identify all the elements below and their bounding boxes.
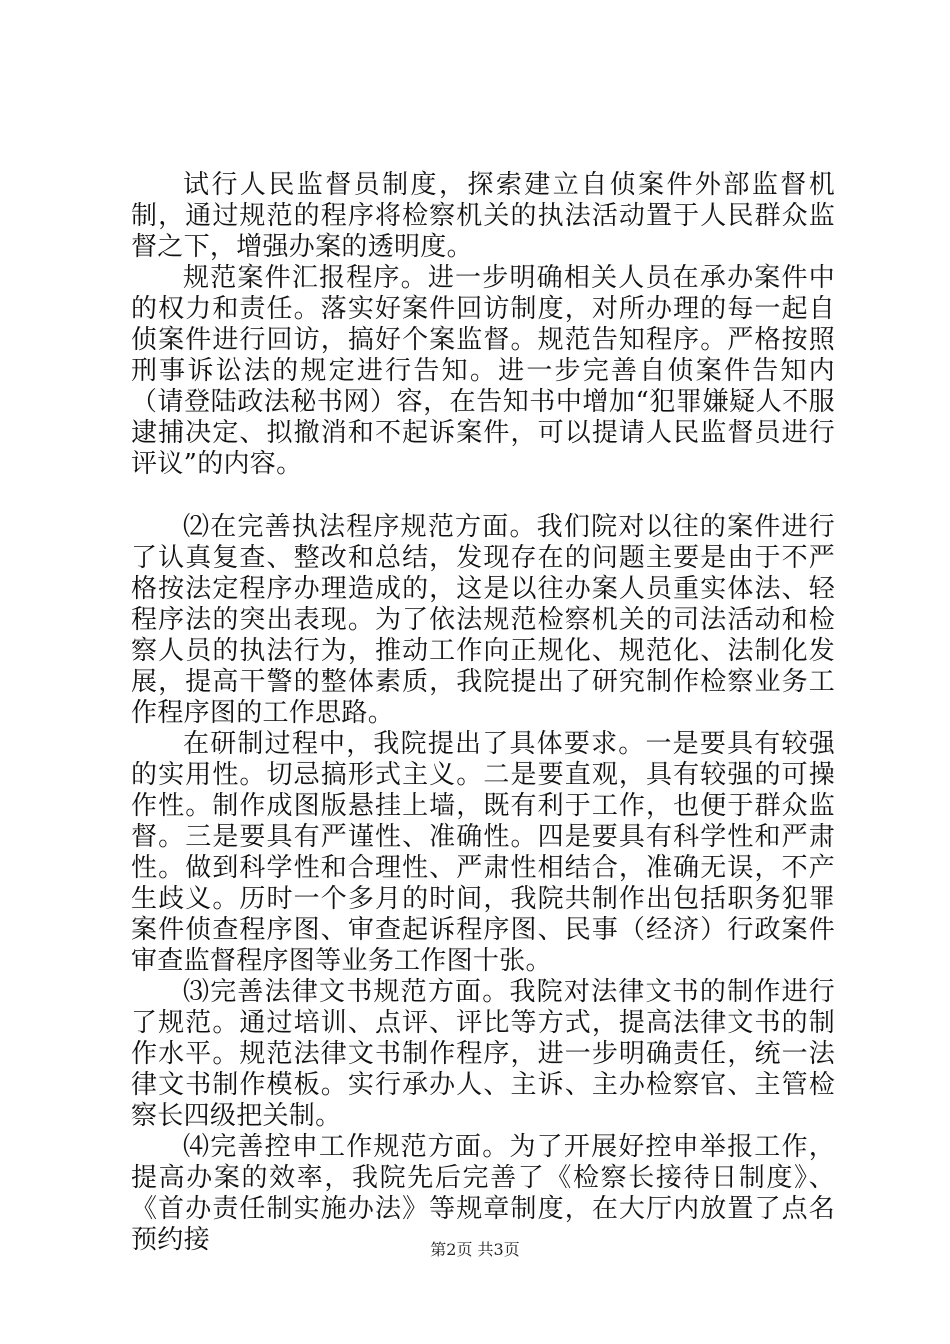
paragraph-supervisor-system: 试行人民监督员制度，探索建立自侦案件外部监督机制，通过规范的程序将检察机关的执法活动置于人民群众监督之下，增强办案的透明度。	[131, 170, 835, 262]
paragraph-research-requirements: 在研制过程中，我院提出了具体要求。一是要具有较强的实用性。切忌搞形式主义。二是要直观，具有较强的可操作性。制作成图版悬挂上墙，既有利于工作，也便于群众监督。三是要具有严谨性、准确性。四是要具有科学性和严肃性。做到科学性和合理性、严肃性相结合，准确无误，不产生歧义。历时一个多月的时间，我院共制作出包括职务犯罪案件侦查程序图、审查起诉程序图、民事（经济）行政案件审查监督程序图等业务工作图十张。	[131, 729, 835, 976]
paragraph-case-report: 规范案件汇报程序。进一步明确相关人员在承办案件中的权力和责任。落实好案件回访制度，对所办理的每一起自侦案件进行回访，搞好个案监督。规范告知程序。严格按照刑事诉讼法的规定进行告知。进一步完善自侦案件告知内（请登陆政法秘书网）容，在告知书中增加“犯罪嫌疑人不服逮捕决定、拟撤消和不起诉案件，可以提请人民监督员进行评议”的内容。	[131, 263, 835, 479]
document-body	[131, 170, 835, 1256]
paragraph-complaint-work: ⑷完善控申工作规范方面。为了开展好控申举报工作，提高办案的效率，我院先后完善了《检察长接待日制度》、《首办责任制实施办法》等规章制度，在大厅内放置了点名预约接	[131, 1132, 835, 1255]
page-number-footer: 第2页 共3页	[430, 1240, 520, 1259]
paragraph-procedure-standard: ⑵在完善执法程序规范方面。我们院对以往的案件进行了认真复查、整改和总结，发现存在的问题主要是由于不严格按法定程序办理造成的，这是以往办案人员重实体法、轻程序法的突出表现。为了依法规范检察机关的司法活动和检察人员的执法行为，推动工作向正规化、规范化、法制化发展，提高干警的整体素质，我院提出了研究制作检察业务工作程序图的工作思路。	[131, 512, 835, 728]
paragraph-legal-documents: ⑶完善法律文书规范方面。我院对法律文书的制作进行了规范。通过培训、点评、评比等方式，提高法律文书的制作水平。规范法律文书制作程序，进一步明确责任，统一法律文书制作模板。实行承办人、主诉、主办检察官、主管检察长四级把关制。	[131, 977, 835, 1131]
